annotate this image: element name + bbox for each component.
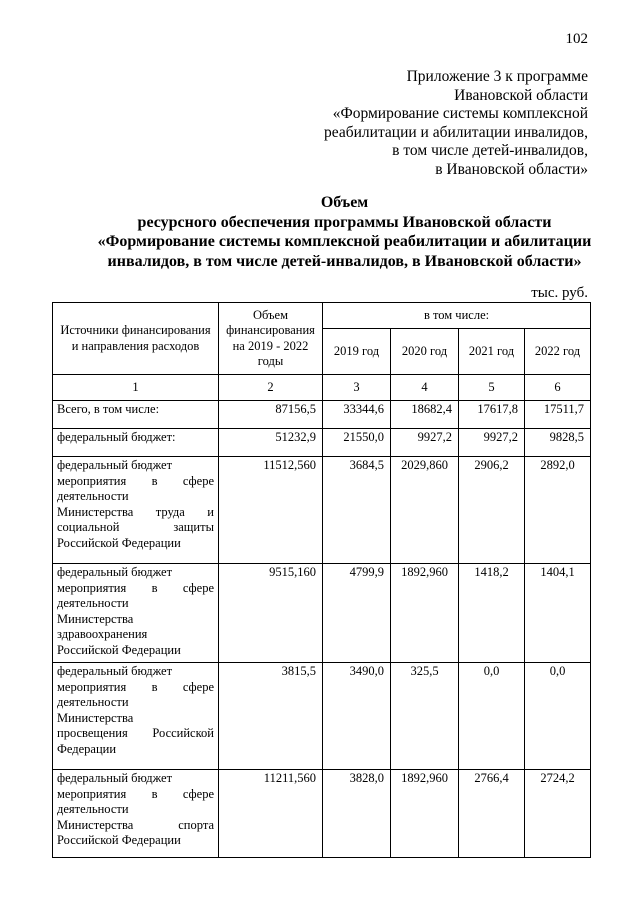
- row-year-value: 3828,0: [323, 770, 391, 858]
- row-year-value: 3684,5: [323, 457, 391, 564]
- row-year-value: 17617,8: [459, 401, 525, 429]
- row-year-value: 33344,6: [323, 401, 391, 429]
- row-label: [53, 770, 219, 858]
- title-line: инвалидов, в том числе детей-инвалидов, в Ивановской области»: [107, 252, 582, 270]
- column-number: 1: [53, 375, 219, 401]
- row-label-line: мероприятия в сфере: [57, 786, 214, 801]
- row-label-line: федеральный бюджет: [57, 565, 173, 579]
- row-total: 51232,9: [219, 429, 323, 457]
- title-line: ресурсного обеспечения программы Ивановской области: [137, 213, 552, 231]
- column-number: 4: [391, 375, 459, 401]
- appendix-line: в том числе детей-инвалидов,: [392, 142, 588, 160]
- header-volume: Объем финансирования на 2019 - 2022 годы: [219, 303, 323, 375]
- header-sources: Источники финансирования и направления расходов: [53, 303, 219, 375]
- row-label-line: Министерства: [57, 710, 134, 725]
- appendix-line: «Формирование системы комплексной: [332, 105, 588, 123]
- table-row: [53, 457, 591, 564]
- row-label-line: мероприятия в сфере: [57, 473, 214, 488]
- header-including: в том числе:: [323, 303, 591, 329]
- table-row: [53, 663, 591, 770]
- row-label-line: социальной защиты: [57, 520, 214, 534]
- header-year: 2020 год: [391, 329, 459, 375]
- row-label: [53, 429, 219, 457]
- row-year-value: 2892,0: [525, 457, 591, 564]
- table-row: [53, 401, 591, 429]
- table-row: [53, 429, 591, 457]
- row-label-line: мероприятия в сфере: [57, 679, 214, 694]
- row-label: [53, 564, 219, 663]
- row-label-line: Всего, в том числе:: [57, 402, 160, 416]
- column-number: 3: [323, 375, 391, 401]
- row-label-line: федеральный бюджет: [57, 771, 173, 785]
- column-number: 2: [219, 375, 323, 401]
- row-year-value: 1892,960: [391, 564, 459, 663]
- row-total: 11211,560: [219, 770, 323, 858]
- header-year: 2021 год: [459, 329, 525, 375]
- table-row: [53, 770, 591, 858]
- row-label-line: Министерства труда и: [57, 504, 214, 519]
- row-year-value: 1892,960: [391, 770, 459, 858]
- row-label-line: Российской Федерации: [57, 535, 181, 550]
- appendix-line: в Ивановской области»: [435, 160, 588, 178]
- row-year-value: 1404,1: [525, 564, 591, 663]
- page-number: 102: [565, 31, 588, 47]
- row-label-line: Министерства спорта: [57, 817, 214, 832]
- row-label-line: Федерации: [57, 741, 117, 756]
- row-label-line: Российской Федерации: [57, 833, 181, 847]
- title-line: Объем: [320, 194, 369, 211]
- resource-table: [52, 302, 591, 858]
- row-label: [53, 457, 219, 564]
- appendix-line: Ивановской области: [454, 86, 588, 104]
- table-row: [53, 564, 591, 663]
- row-total: 87156,5: [219, 401, 323, 429]
- row-label-line: федеральный бюджет: [57, 664, 173, 678]
- row-label-line: деятельности: [57, 802, 129, 816]
- row-total: 3815,5: [219, 663, 323, 770]
- row-year-value: 21550,0: [323, 429, 391, 457]
- document-title: [52, 193, 637, 271]
- row-label-line: Российской Федерации: [57, 642, 181, 657]
- row-year-value: 0,0: [525, 663, 591, 770]
- row-label-line: Министерства: [57, 611, 134, 626]
- column-number: 5: [459, 375, 525, 401]
- row-label-line: федеральный бюджет:: [57, 430, 176, 444]
- row-year-value: 18682,4: [391, 401, 459, 429]
- row-year-value: 9828,5: [525, 429, 591, 457]
- row-year-value: 17511,7: [525, 401, 591, 429]
- row-label-line: деятельности: [57, 695, 129, 709]
- row-total: 11512,560: [219, 457, 323, 564]
- row-label: [53, 401, 219, 429]
- row-year-value: 325,5: [391, 663, 459, 770]
- appendix-line: реабилитации и абилитации инвалидов,: [324, 123, 588, 141]
- row-label-line: здравоохранения: [57, 627, 148, 641]
- appendix-note: [324, 68, 588, 180]
- row-year-value: 9927,2: [459, 429, 525, 457]
- row-label: [53, 663, 219, 770]
- header-year: 2019 год: [323, 329, 391, 375]
- header-year: 2022 год: [525, 329, 591, 375]
- row-year-value: 2029,860: [391, 457, 459, 564]
- row-year-value: 2766,4: [459, 770, 525, 858]
- title-line: «Формирование системы комплексной реабилитации и абилитации: [97, 233, 592, 250]
- appendix-line: Приложение 3 к программе: [406, 68, 588, 85]
- row-label-line: деятельности: [57, 489, 129, 503]
- row-year-value: 2724,2: [525, 770, 591, 858]
- row-year-value: 4799,9: [323, 564, 391, 663]
- row-year-value: 3490,0: [323, 663, 391, 770]
- row-year-value: 2906,2: [459, 457, 525, 564]
- row-year-value: 1418,2: [459, 564, 525, 663]
- row-label-line: мероприятия в сфере: [57, 580, 214, 595]
- row-label-line: просвещения Российской: [57, 726, 214, 740]
- units-label: тыс. руб.: [531, 285, 588, 301]
- column-number: 6: [525, 375, 591, 401]
- row-year-value: 9927,2: [391, 429, 459, 457]
- row-label-line: федеральный бюджет: [57, 458, 173, 472]
- row-label-line: деятельности: [57, 596, 129, 610]
- row-total: 9515,160: [219, 564, 323, 663]
- row-year-value: 0,0: [459, 663, 525, 770]
